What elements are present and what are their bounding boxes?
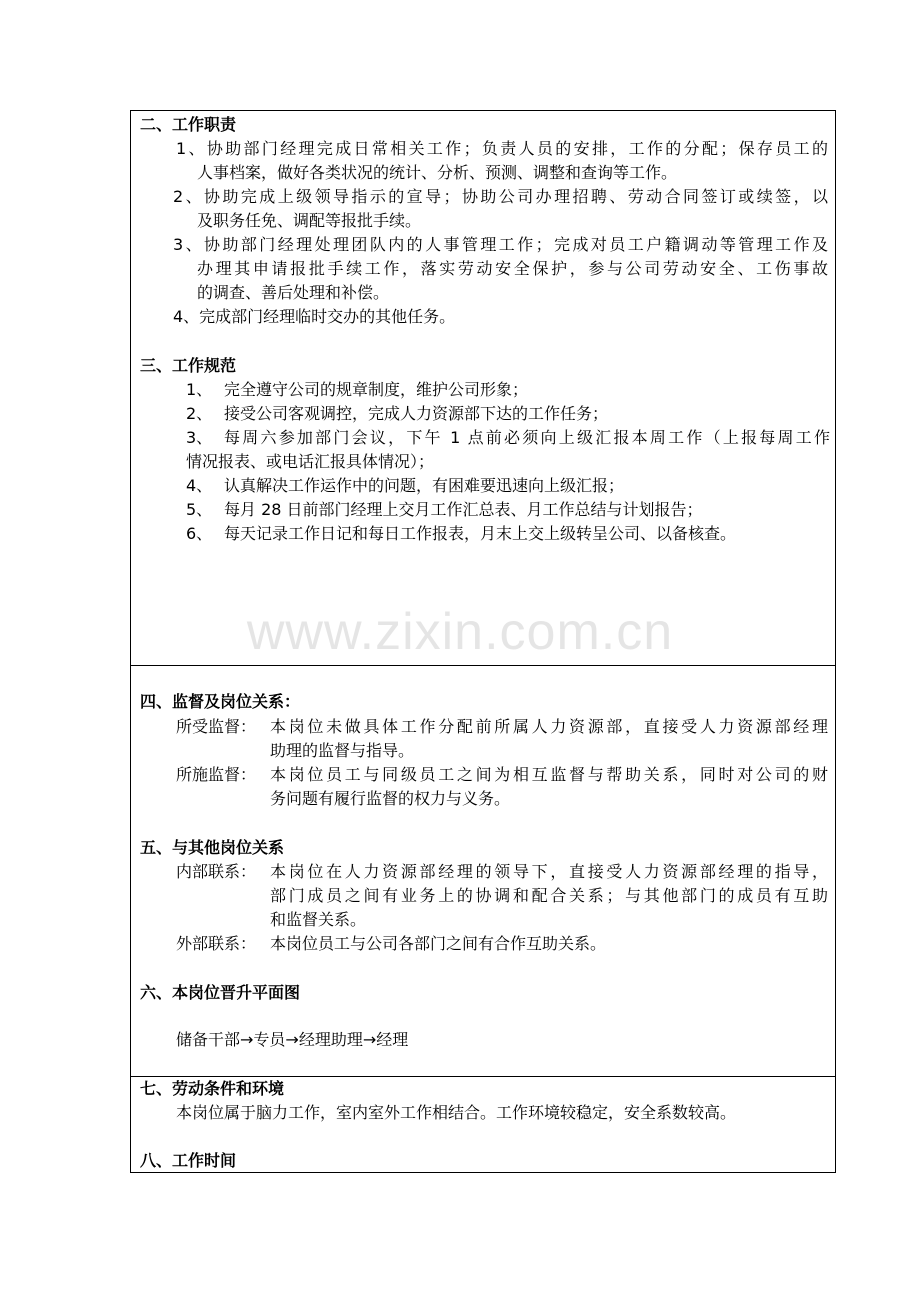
section-heading-conditions: 七、劳动条件和环境	[140, 1079, 285, 1098]
supervision-received-label: 所受监督：	[176, 717, 257, 736]
section-heading-work-hours: 八、工作时间	[140, 1151, 237, 1170]
norm-item-2-number: 2、	[186, 404, 213, 423]
duty-item-1-line1: 1、协助部门经理完成日常相关工作；负责人员的安排，工作的分配；保存员工的	[176, 139, 828, 158]
duty-item-3-line1: 3、协助部门经理处理团队内的人事管理工作；完成对员工户籍调动等管理工作及	[173, 235, 828, 254]
internal-contact-line1: 本岗位在人力资源部经理的领导下，直接受人力资源部经理的指导，	[270, 862, 828, 881]
promotion-path: 储备干部→专员→经理助理→经理	[176, 1030, 409, 1049]
section-heading-norms: 三、工作规范	[140, 356, 237, 375]
section-heading-relations: 五、与其他岗位关系	[140, 838, 285, 857]
conditions-text: 本岗位属于脑力工作，室内室外工作相结合。工作环境较稳定，安全系数较高。	[176, 1103, 737, 1122]
watermark: www.zixin.com.cn	[246, 603, 674, 661]
norm-item-5-text: 每月 28 日前部门经理上交月工作汇总表、月工作总结与计划报告；	[224, 500, 703, 519]
norm-item-5-number: 5、	[186, 500, 213, 519]
duty-item-2-line1: 2、协助完成上级领导指示的宣导；协助公司办理招聘、劳动合同签订或续签，以	[173, 187, 828, 206]
supervision-exercised-label: 所施监督：	[176, 765, 257, 784]
norm-item-6-number: 6、	[186, 524, 213, 543]
norm-item-4-text: 认真解决工作运作中的问题，有困难要迅速向上级汇报；	[224, 476, 625, 495]
supervision-exercised-line1: 本岗位员工与同级员工之间为相互监督与帮助关系，同时对公司的财	[270, 765, 828, 784]
norm-item-4-number: 4、	[186, 476, 213, 495]
norm-item-3-number: 3、	[186, 428, 213, 447]
internal-contact-line2: 部门成员之间有业务上的协调和配合关系；与其他部门的成员有互助	[270, 886, 828, 905]
duty-item-3-line2: 办理其申请报批手续工作，落实劳动安全保护，参与公司劳动安全、工伤事故	[197, 259, 828, 278]
external-contact-line1: 本岗位员工与公司各部门之间有合作互助关系。	[270, 934, 607, 953]
internal-contact-label: 内部联系：	[176, 862, 257, 881]
duty-item-4: 4、完成部门经理临时交办的其他任务。	[173, 307, 456, 326]
duty-item-2-line2: 及职务任免、调配等报批手续。	[197, 211, 422, 230]
section-heading-duties: 二、工作职责	[140, 115, 237, 134]
section-heading-supervision: 四、监督及岗位关系：	[140, 692, 301, 711]
external-contact-label: 外部联系：	[176, 934, 257, 953]
norm-item-3-text: 每周六参加部门会议，下午 1 点前必须向上级汇报本周工作（上报每周工作	[224, 428, 830, 447]
norm-item-1-text: 完全遵守公司的规章制度，维护公司形象；	[224, 380, 529, 399]
norm-item-1-number: 1、	[186, 380, 213, 399]
section-heading-promotion: 六、本岗位晋升平面图	[140, 983, 301, 1002]
internal-contact-line3: 和监督关系。	[270, 910, 367, 929]
duty-item-1-line2: 人事档案，做好各类状况的统计、分析、预测、调整和查询等工作。	[197, 163, 678, 182]
supervision-received-line1: 本岗位未做具体工作分配前所属人力资源部，直接受人力资源部经理	[270, 717, 828, 736]
norm-item-6-text: 每天记录工作日记和每日工作报表，月末上交上级转呈公司、以备核查。	[224, 524, 737, 543]
norm-item-3-continuation: 情况报表、或电话汇报具体情况）；	[186, 452, 435, 471]
supervision-received-line2: 助理的监督与指导。	[270, 741, 415, 760]
norm-item-2-text: 接受公司客观调控，完成人力资源部下达的工作任务；	[224, 404, 609, 423]
duty-item-3-line3: 的调查、善后处理和补偿。	[197, 283, 390, 302]
supervision-exercised-line2: 务问题有履行监督的权力与义务。	[270, 789, 511, 808]
